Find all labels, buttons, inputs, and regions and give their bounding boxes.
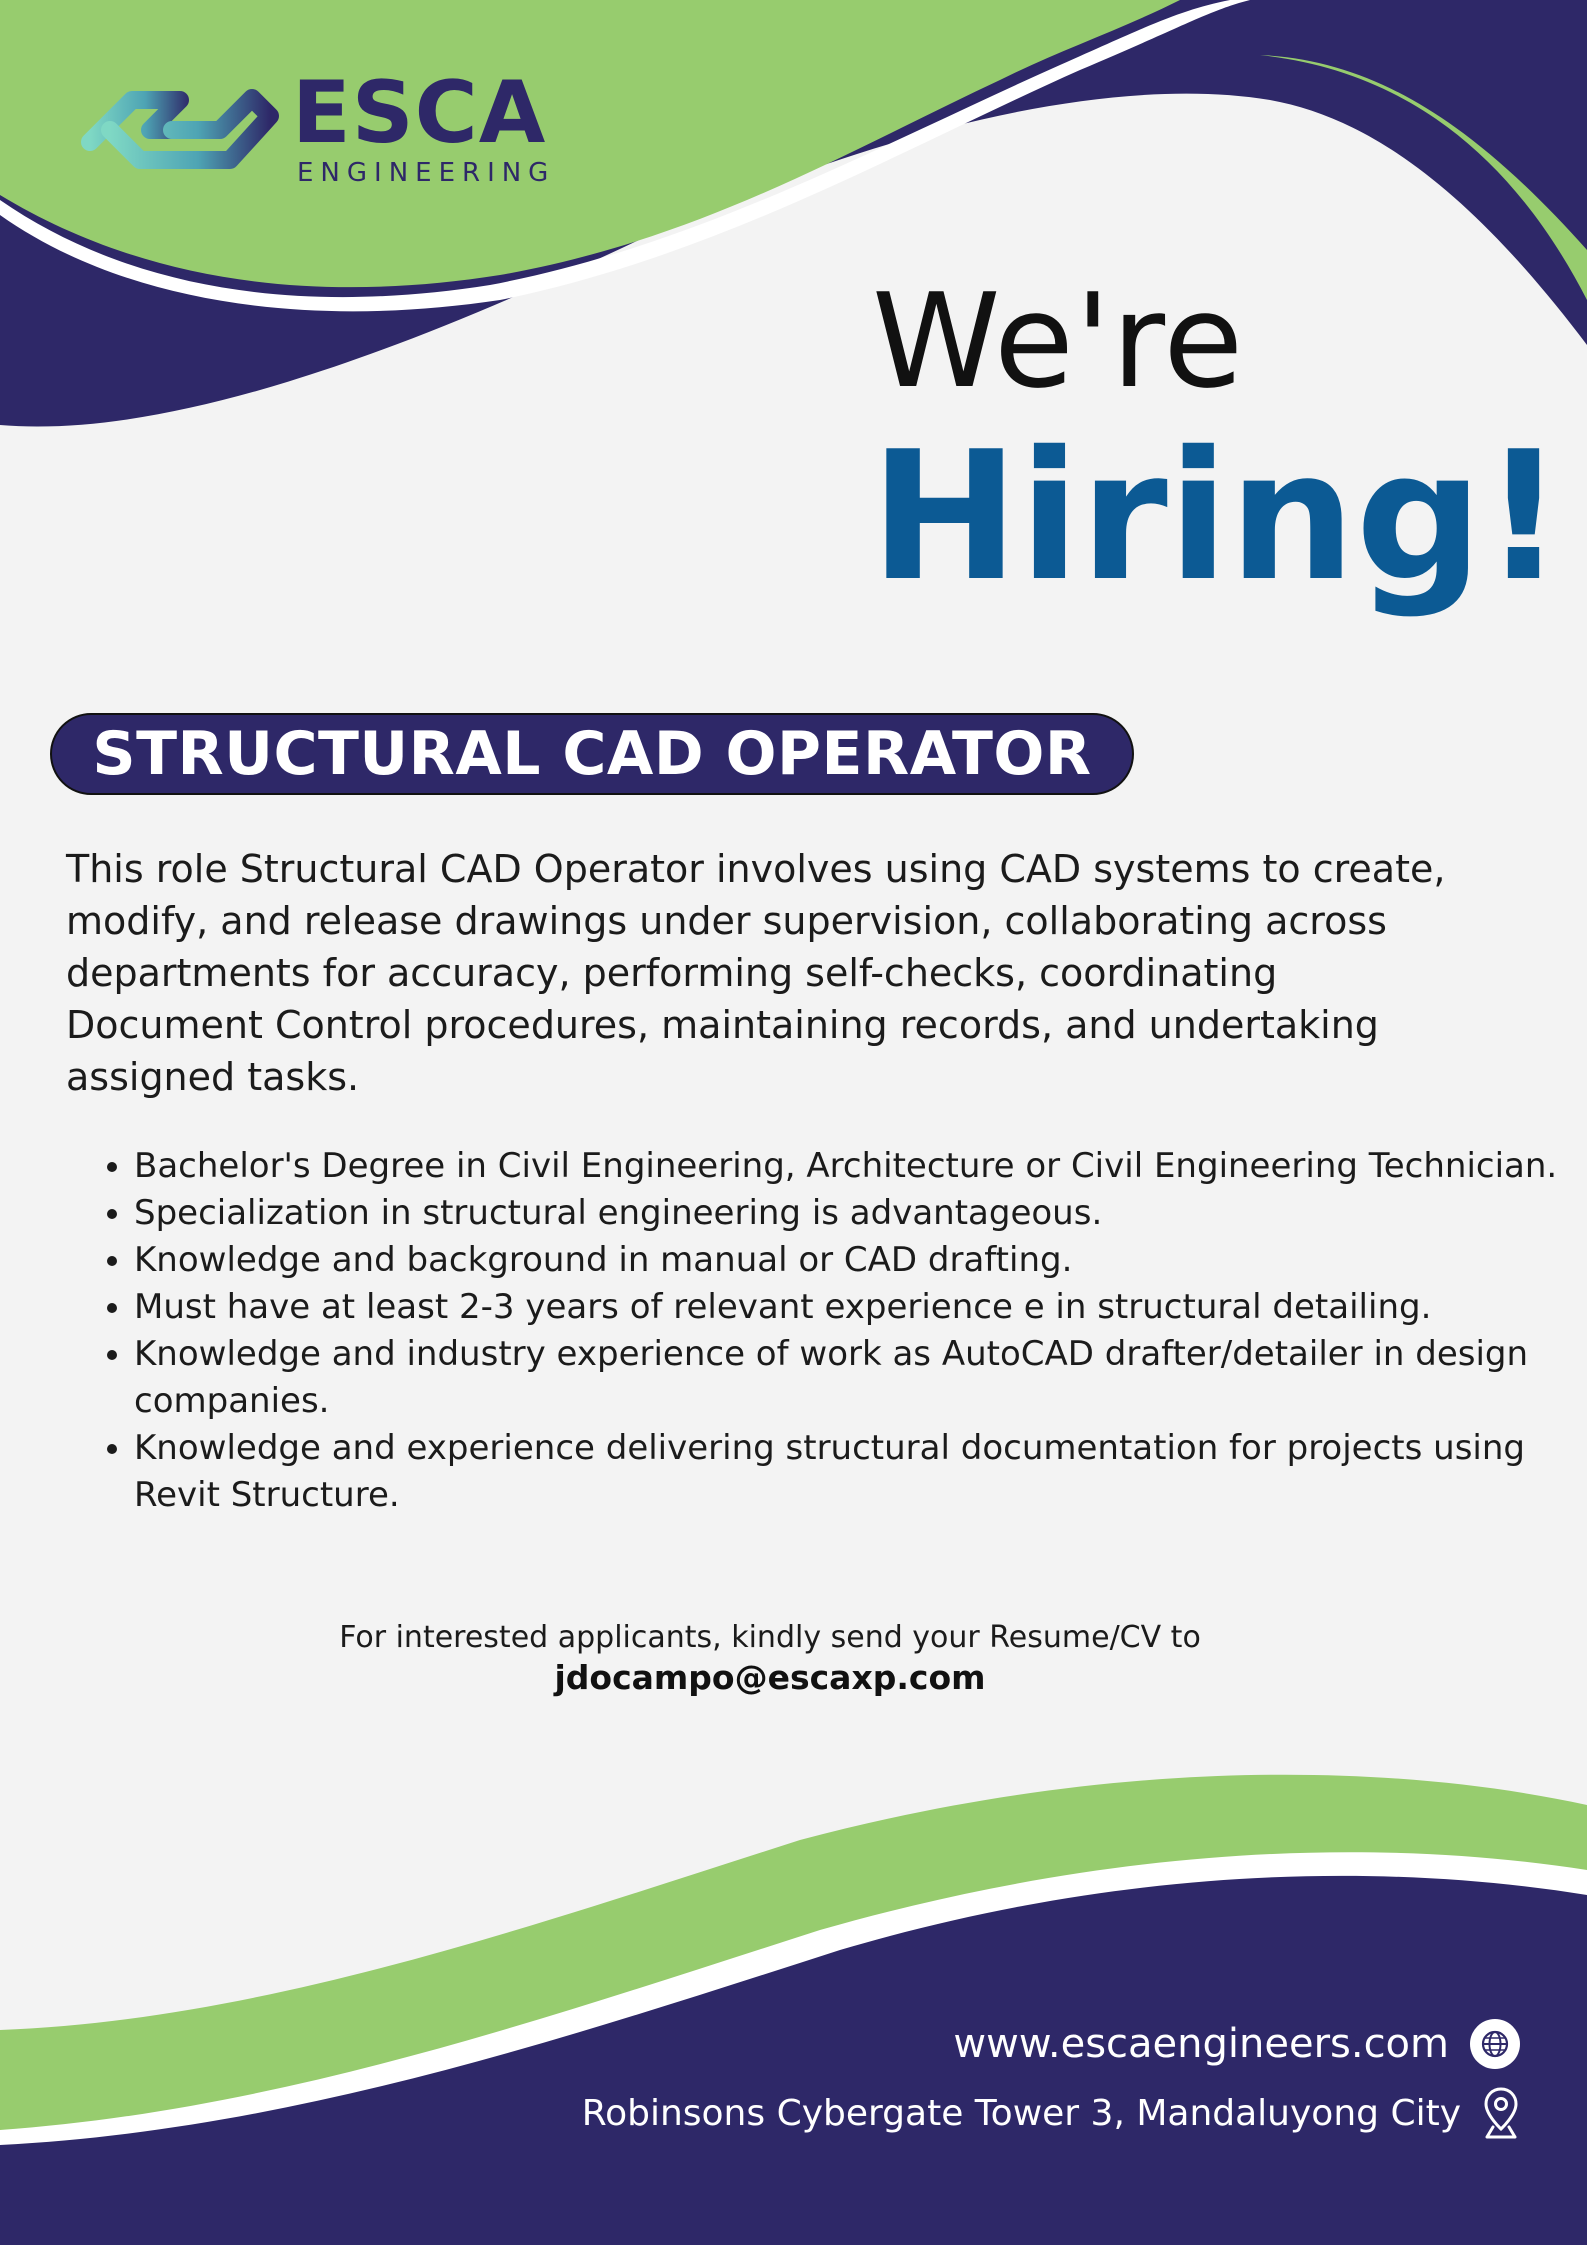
requirement-item: • Knowledge and experience delivering structural documentation for projects using Revit Structure. — [134, 1425, 1564, 1519]
location-pin-icon — [1481, 2085, 1521, 2141]
apply-email-link[interactable]: jdocampo@escaxp.com — [554, 1658, 986, 1697]
company-logo — [80, 63, 560, 192]
interlocking-chain-logo-icon — [80, 80, 285, 185]
footer-address-row — [582, 2085, 1521, 2141]
office-address: Robinsons Cybergate Tower 3, Mandaluyong City — [581, 2092, 1461, 2134]
website-link[interactable]: www.escaengineers.com — [953, 2021, 1449, 2067]
logo-wordmark: ESCA — [292, 63, 547, 163]
requirement-item: • Must have at least 2-3 years of relevant experience e in structural detailing. — [134, 1284, 1564, 1331]
footer-website-row — [953, 2018, 1521, 2070]
requirement-item: • Specialization in structural engineering is advantageous. — [134, 1190, 1564, 1237]
requirement-item: • Knowledge and background in manual or CAD drafting. — [134, 1237, 1564, 1284]
requirement-item: • Bachelor's Degree in Civil Engineering, Architecture or Civil Engineering Technician. — [134, 1143, 1564, 1190]
job-title-badge: STRUCTURAL CAD OPERATOR — [50, 713, 1134, 795]
requirement-item: • Knowledge and industry experience of work as AutoCAD drafter/detailer in design companies. — [134, 1331, 1564, 1425]
job-description: This role Structural CAD Operator involves using CAD systems to create, modify, and release drawings under supervision, collaborating across departments for accuracy, performing self-checks, coordinating Document Control procedures, maintaining records, and undertaking assigned tasks. — [66, 847, 1446, 1099]
globe-icon — [1469, 2018, 1521, 2070]
headline-hiring: Hiring! — [870, 413, 1565, 620]
apply-instructions: For interested applicants, kindly send your Resume/CV to — [339, 1620, 1201, 1655]
requirements-list — [96, 1143, 1564, 1519]
logo-subtitle: ENGINEERING — [297, 158, 556, 188]
headline-were: We're — [872, 265, 1245, 417]
